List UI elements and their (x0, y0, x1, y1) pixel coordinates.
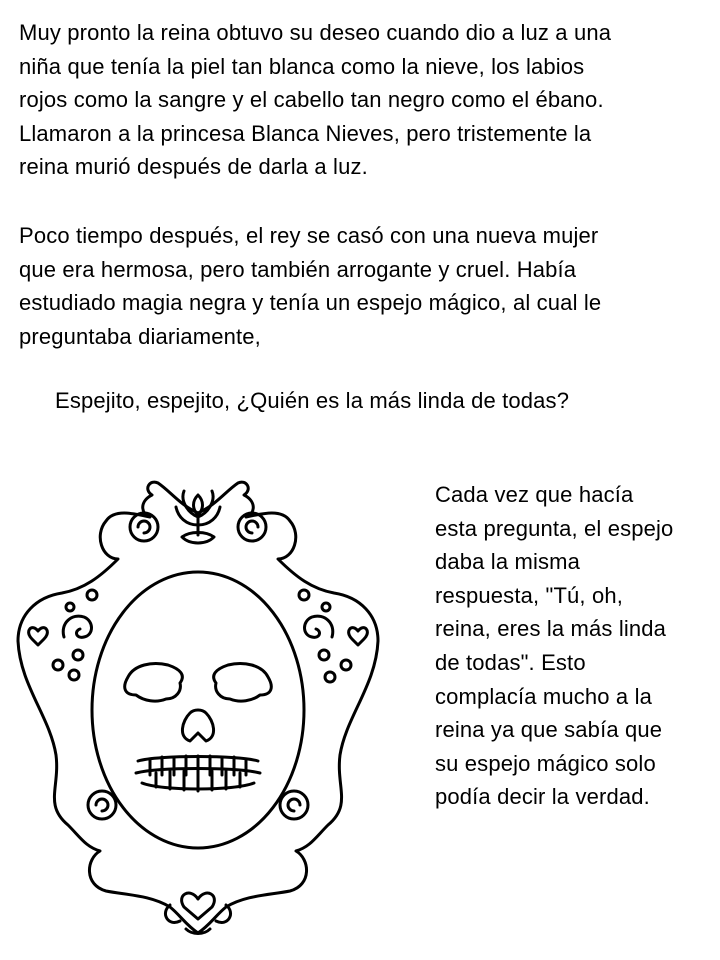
story-paragraph-1: Muy pronto la reina obtuvo su deseo cuando dio a luz a una niña que tenía la piel tan blanca como la nieve, los labios rojos como la sangre y el cabello tan negro como el ébano. Llamaron a la princesa Blanca Nieves, pero tristemente la reina murió después de darla a luz. (19, 20, 612, 179)
bottom-heart (182, 893, 215, 919)
skull-nose (182, 710, 213, 741)
story-paragraph-2: Poco tiempo después, el rey se casó con una nueva mujer que era hermosa, pero también arrogante y cruel. Había estudiado magia negra y tenía un espejo mágico, al cual le preguntaba diariamente, (19, 223, 602, 349)
skull-eye-left (125, 664, 183, 702)
mirror-frame-outline (18, 482, 378, 933)
skull-eye-right (214, 664, 272, 702)
mirror-question-quote: Espejito, espejito, ¿Quién es la más linda de todas? (55, 388, 570, 413)
skull-mirror-icon (10, 455, 390, 950)
mirror-answer-paragraph: Cada vez que hacía esta pregunta, el espejo daba la misma respuesta, "Tú, oh, reina, eres la más linda de todas". Esto complacía mucho a la reina ya que sabía que su espejo mágico solo podía decir la verdad. (435, 482, 674, 810)
